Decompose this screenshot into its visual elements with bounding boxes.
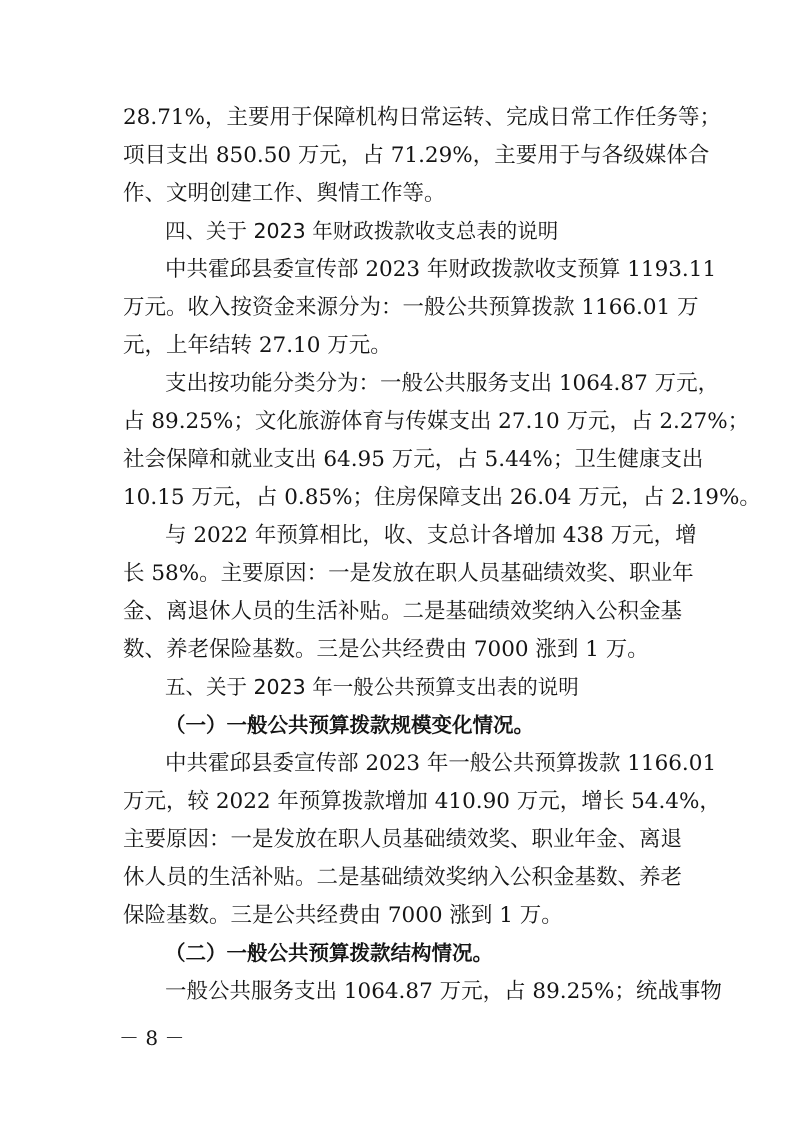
body-line-7: 元，上年结转 27.10 万元。 <box>123 333 392 358</box>
body-line-10: 社会保障和就业支出 64.95 万元，占 5.44%；卫生健康支出 <box>123 447 704 472</box>
body-line-13: 长 58%。主要原因：一是发放在职人员基础绩效奖、职业年 <box>123 561 694 586</box>
body-line-14: 金、离退休人员的生活补贴。二是基础绩效奖纳入公积金基 <box>123 599 683 624</box>
page-number: － 8 － <box>119 1026 185 1050</box>
body-line-24: 一般公共服务支出 1064.87 万元，占 89.25%；统战事物 <box>165 979 722 1004</box>
body-line-18: 中共霍邱县委宣传部 2023 年一般公共预算拨款 1166.01 <box>165 751 717 776</box>
body-line-22: 保险基数。三是公共经费由 7000 涨到 1 万。 <box>123 903 563 928</box>
subsection-heading-2: （二）一般公共预算拨款结构情况。 <box>165 941 493 965</box>
body-line-12: 与 2022 年预算相比，收、支总计各增加 438 万元，增 <box>165 523 697 548</box>
body-line-8: 支出按功能分类分为：一般公共服务支出 1064.87 万元， <box>165 371 720 396</box>
body-line-11: 10.15 万元，占 0.85%；住房保障支出 26.04 万元，占 2.19%。 <box>123 485 761 510</box>
body-line-3: 作、文明创建工作、舆情工作等。 <box>123 181 446 206</box>
body-line-20: 主要原因：一是发放在职人员基础绩效奖、职业年金、离退 <box>123 827 683 852</box>
body-line-15: 数、养老保险基数。三是公共经费由 7000 涨到 1 万。 <box>123 637 649 662</box>
subsection-heading-1: （一）一般公共预算拨款规模变化情况。 <box>165 713 534 737</box>
body-line-19: 万元，较 2022 年预算拨款增加 410.90 万元，增长 54.4%， <box>123 789 721 814</box>
body-line-6: 万元。收入按资金来源分为：一般公共预算拨款 1166.01 万 <box>123 295 699 320</box>
section-heading-4: 四、关于 2023 年财政拨款收支总表的说明 <box>165 219 559 243</box>
body-line-1: 28.71%，主要用于保障机构日常运转、完成日常工作任务等； <box>123 105 721 130</box>
section-heading-5: 五、关于 2023 年一般公共预算支出表的说明 <box>165 675 579 699</box>
body-line-21: 休人员的生活补贴。二是基础绩效奖纳入公积金基数、养老 <box>123 865 683 890</box>
body-line-5: 中共霍邱县委宣传部 2023 年财政拨款收支预算 1193.11 <box>165 257 717 282</box>
body-line-2: 项目支出 850.50 万元，占 71.29%，主要用于与各级媒体合 <box>123 143 710 168</box>
body-line-9: 占 89.25%；文化旅游体育与传媒支出 27.10 万元，占 2.27%； <box>123 409 750 434</box>
